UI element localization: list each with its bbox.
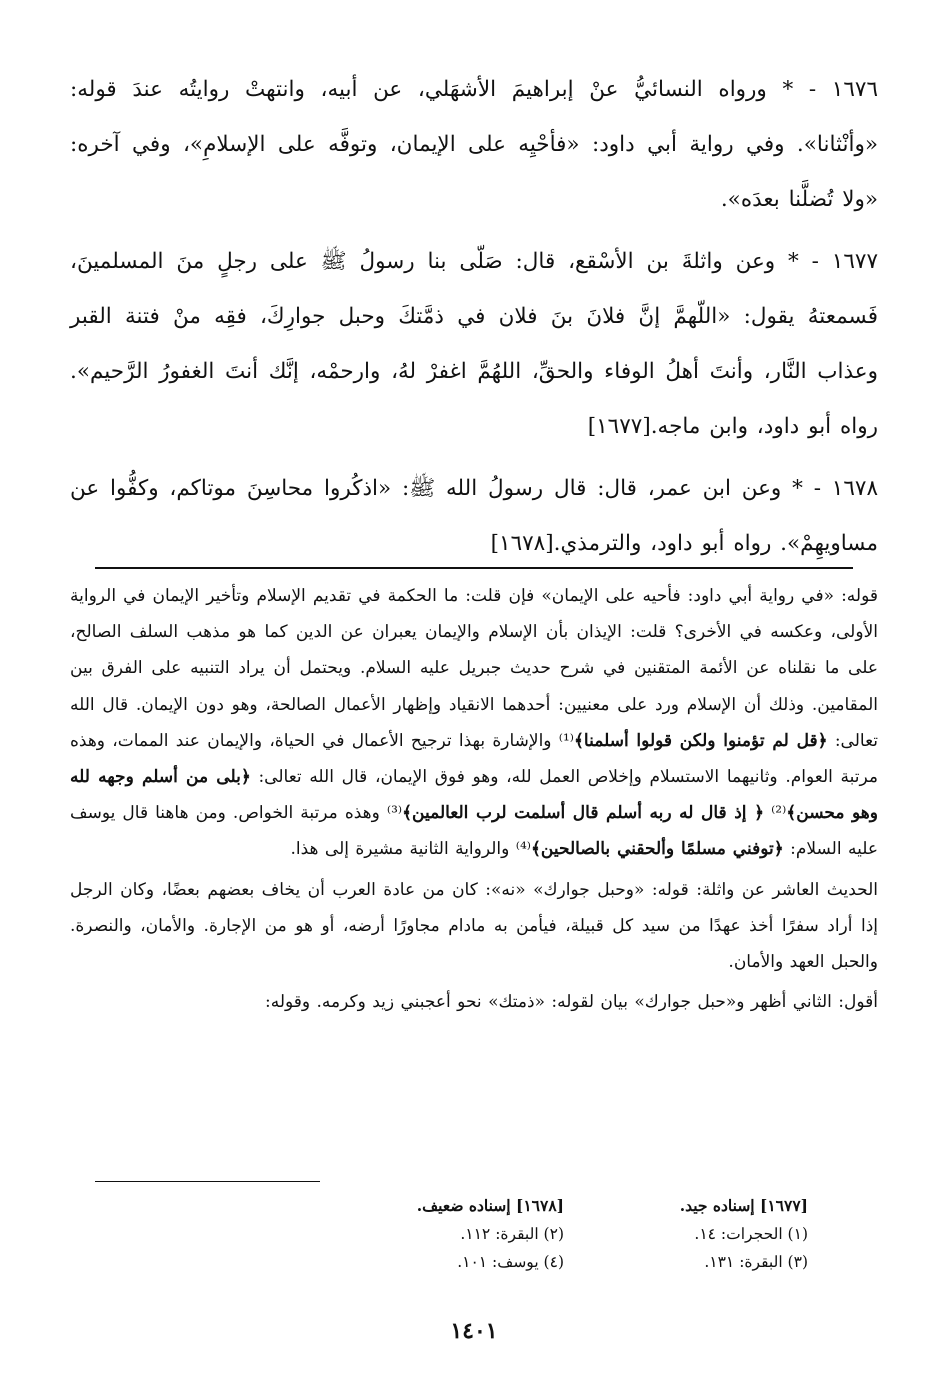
footnote-1: (١) الحجرات: ١٤.: [694, 1225, 808, 1243]
main-text: [70, 62, 878, 578]
commentary-1-text-e: ⁽⁴⁾ والرواية الثانية مشيرة إلى هذا.: [290, 839, 531, 860]
main-separator: [95, 567, 853, 569]
commentary-1-text-b: ⁽¹⁾ والإشارة بهذا ترجيح الأعمال في الحياة، والإيمان عند الممات، وهذه مرتبة العوام. وثانيهما الاستسلام وإخلاص العمل لله، وهو فوق الإيمان، قال الله تعالى:: [70, 730, 878, 788]
footnote-row: [320, 1192, 808, 1220]
hadith-1677: ١٦٧٧ - * وعن واثلةَ بن الأسْقع، قال: صَلّى بنا رسولُ ﷺ على رجلٍ منَ المسلمينَ، فَسمعتهُ يقول: «اللّهمَّ إنَّ فلانَ بنَ فلان في ذمَّتكَ وحبل جوارِكَ، فقِه منْ فتنة القبر وعذاب النَّار، وأنتَ أهلُ الوفاء والحقِّ، اللهُمَّ اغفرْ لهُ، وارحمْه، إنَّك أنتَ الغفورُ الرَّحيم». رواه أبو داود، وابن ماجه.[١٦٧٧]: [70, 249, 878, 439]
commentary-para-1: [70, 578, 878, 868]
commentary-1-text-a: قوله: «في رواية أبي داود: فأحيه على الإيمان» فإن قلت: ما الحكمة في تقديم الإسلام وتأخير الإيمان في الرواية الأولى، وعكسه في الأخرى؟ قلت: الإيذان بأن الإسلام والإيمان يعبران عن الدين كما هو مذهب السلف الصالح، على ما نقلناه عن الأئمة المتقنين في شرح حديث جبريل عليه السلام. ويحتمل أن يراد التنبيه على الفرق بين المقامين. وذلك أن الإسلام ورد على معنيين: أحدهما الانقياد وإظهار الأعمال الصالحة، وهو دون الإيمان. قال الله تعالى:: [70, 586, 879, 751]
commentary-para-3: أقول: الثاني أظهر و«حبل جوارك» بيان لقوله: «ذمتك» نحو أعجبني زيد وكرمه. وقوله:: [264, 992, 878, 1013]
footnote-grade-1678: [١٦٧٨] إسناده ضعيف.: [416, 1196, 564, 1215]
footnote-grade-1677: [١٦٧٧] إسناده جيد.: [679, 1196, 808, 1215]
quran-quote-2: ﴿بلى من أسلم وجهه لله وهو محسن﴾: [70, 767, 878, 824]
quran-quote-1: ﴿قل لم تؤمنوا ولكن قولوا أسلمنا﴾: [573, 730, 828, 751]
footnote-row: [320, 1220, 808, 1248]
commentary-1-text-c: ⁽²⁾: [764, 803, 787, 824]
hadith-1678: ١٦٧٨ - * وعن ابن عمر، قال: قال رسولُ الله ﷺ: «اذكُروا محاسِنَ موتاكم، وكفُّوا عن مساويهِمْ». رواه أبو داود، والترمذي.[١٦٧٨]: [70, 476, 878, 556]
footnote-3: (٣) البقرة: ١٣١.: [704, 1253, 808, 1271]
quran-quote-4: ﴿توفني مسلمًا وألحقني بالصالحين﴾: [530, 839, 784, 860]
quran-quote-3: ﴿ إذ قال له ربه أسلم قال أسلمت لرب العالمين﴾: [402, 803, 765, 824]
footnote-separator: [95, 1181, 320, 1182]
commentary-1-text-d: ⁽³⁾ وهذه مرتبة الخواص. ومن هاهنا قال يوسف عليه السلام:: [70, 803, 878, 860]
hadith-1676: ١٦٧٦ - * ورواه النسائيُّ عنْ إبراهيمَ الأشهَلي، عن أبيه، وانتهتْ روايتُه عندَ قوله: «وأنْثانا». وفي رواية أبي داود: «فأحْيِه على الإيمان، وتوفَّه على الإسلامِ»، وفي آخره: «ولا تُضلَّنا بعدَه».: [70, 77, 878, 212]
commentary-para-2: الحديث العاشر عن واثلة: قوله: «وحبل جوارك» «نه»: كان من عادة العرب أن يخاف بعضهم بعضًا، وكان الرجل إذا أراد سفرًا أخذ عهدًا من سيد كل قبيلة، فيأمن به مادام مجاورًا أرضه، أو هو من الإجارة. والأمان، والنصرة. والحبل العهد والأمان.: [70, 879, 878, 973]
footnote-2: (٢) البقرة: ١١٢.: [460, 1225, 564, 1243]
page-number: ١٤٠١: [450, 1318, 498, 1344]
footnote-4: (٤) يوسف: ١٠١.: [457, 1253, 564, 1271]
footnotes: [320, 1192, 808, 1276]
commentary: [70, 578, 878, 1024]
footnote-row: [320, 1248, 808, 1276]
